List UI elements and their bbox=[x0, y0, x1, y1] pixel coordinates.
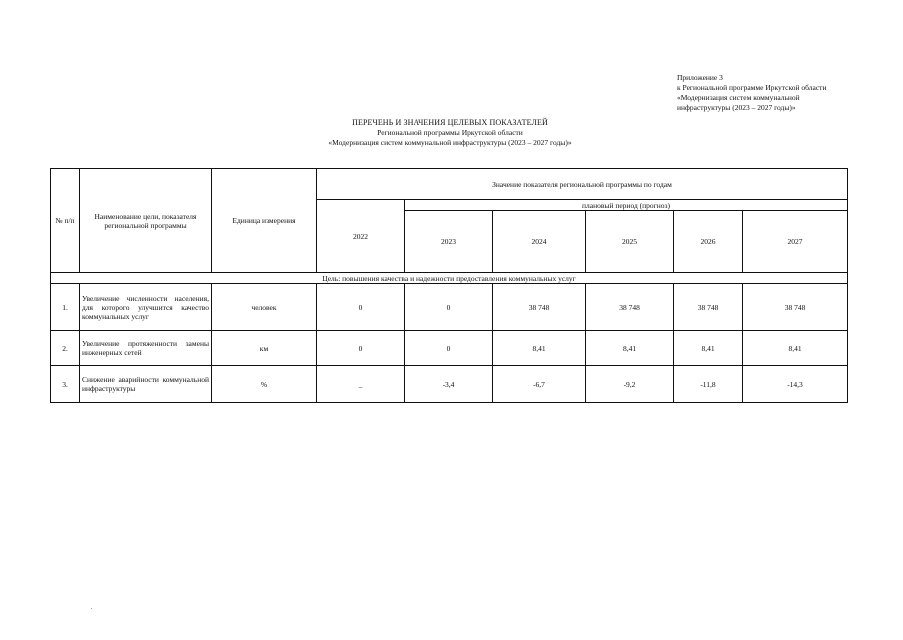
header-year-2026: 2026 bbox=[674, 211, 743, 273]
row-value: -9,2 bbox=[586, 366, 674, 403]
row-value: 0 bbox=[317, 331, 405, 366]
row-value: 38 748 bbox=[674, 284, 743, 331]
appendix-line: к Региональной программе Иркутской области bbox=[677, 83, 827, 92]
appendix-line: инфраструктуры (2023 – 2027 годы)» bbox=[677, 103, 796, 112]
header-values-group: Значение показателя региональной программы по годам bbox=[317, 169, 848, 200]
row-value: 8,41 bbox=[586, 331, 674, 366]
row-value: _ bbox=[317, 366, 405, 403]
appendix-line: «Модернизация систем коммунальной bbox=[677, 93, 800, 102]
document-title bbox=[250, 118, 650, 148]
row-value: 38 748 bbox=[586, 284, 674, 331]
title-line-3: «Модернизация систем коммунальной инфраструктуры (2023 – 2027 годы)» bbox=[328, 138, 572, 147]
header-year-2022: 2022 bbox=[317, 200, 405, 273]
header-unit: Единица измерения bbox=[212, 169, 317, 273]
indicators-table bbox=[50, 168, 848, 403]
row-name: Снижение аварийности коммунальной инфраструктуры bbox=[80, 366, 212, 403]
appendix-block bbox=[677, 73, 892, 113]
row-value: -14,3 bbox=[743, 366, 848, 403]
scan-speck bbox=[91, 608, 92, 609]
row-value: 38 748 bbox=[743, 284, 848, 331]
row-num: 3. bbox=[51, 366, 80, 403]
header-year-2024: 2024 bbox=[493, 211, 586, 273]
row-unit: человек bbox=[212, 284, 317, 331]
goal-row: Цель: повышения качества и надежности предоставления коммунальных услуг bbox=[51, 273, 848, 284]
row-value: 0 bbox=[405, 331, 493, 366]
header-plan-period: плановый период (прогноз) bbox=[405, 200, 848, 211]
title-line-2: Региональной программы Иркутской области bbox=[377, 128, 523, 137]
header-num: № п/п bbox=[51, 169, 80, 273]
row-value: 0 bbox=[405, 284, 493, 331]
row-value: 8,41 bbox=[674, 331, 743, 366]
table-row bbox=[51, 284, 848, 331]
row-unit: км bbox=[212, 331, 317, 366]
row-name: Увеличение численности населения, для которого улучшится качество коммунальных услуг bbox=[80, 284, 212, 331]
row-value: -6,7 bbox=[493, 366, 586, 403]
header-name: Наименование цели, показателя региональной программы bbox=[80, 169, 212, 273]
table-row bbox=[51, 331, 848, 366]
row-value: -3,4 bbox=[405, 366, 493, 403]
appendix-line: Приложение 3 bbox=[677, 73, 723, 82]
table-row bbox=[51, 366, 848, 403]
row-value: 38 748 bbox=[493, 284, 586, 331]
row-value: 8,41 bbox=[743, 331, 848, 366]
row-value: -11,8 bbox=[674, 366, 743, 403]
row-num: 2. bbox=[51, 331, 80, 366]
row-num: 1. bbox=[51, 284, 80, 331]
row-value: 0 bbox=[317, 284, 405, 331]
row-name: Увеличение протяженности замены инженерных сетей bbox=[80, 331, 212, 366]
header-year-2023: 2023 bbox=[405, 211, 493, 273]
header-year-2027: 2027 bbox=[743, 211, 848, 273]
header-year-2025: 2025 bbox=[586, 211, 674, 273]
title-line-1: ПЕРЕЧЕНЬ И ЗНАЧЕНИЯ ЦЕЛЕВЫХ ПОКАЗАТЕЛЕЙ bbox=[352, 118, 548, 127]
row-value: 8,41 bbox=[493, 331, 586, 366]
row-unit: % bbox=[212, 366, 317, 403]
